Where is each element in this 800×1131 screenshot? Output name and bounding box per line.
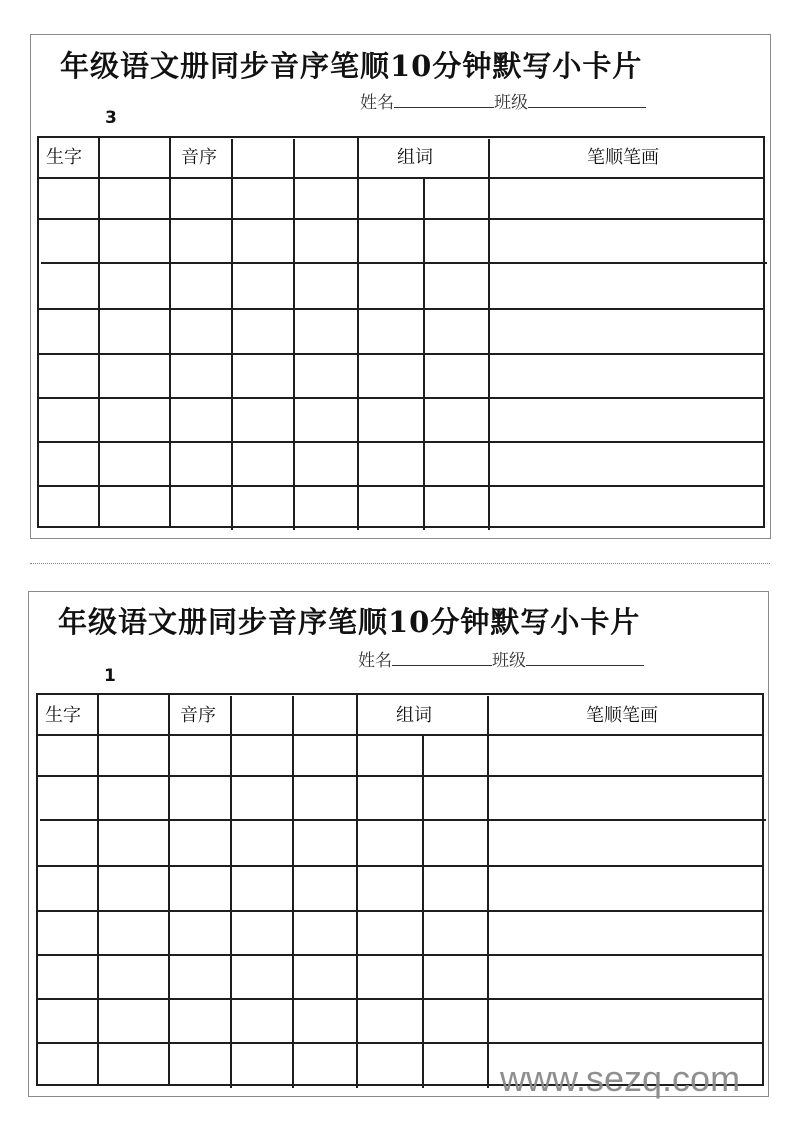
card-2-title: 年级语文册同步音序笔顺10分钟默写小卡片 — [58, 605, 641, 639]
table-line — [169, 137, 171, 528]
header-stroke-order: 笔顺笔画 — [587, 147, 659, 168]
table-line — [41, 262, 767, 264]
card-1-name-field[interactable] — [394, 91, 494, 108]
table-line — [36, 693, 38, 1086]
watermark: www.sezq.com — [500, 1058, 741, 1099]
table-line — [168, 694, 170, 1086]
card-2-name-field[interactable] — [392, 649, 492, 666]
table-line — [488, 139, 490, 530]
table-line — [487, 696, 489, 1088]
card-2-class-label: 班级 — [492, 651, 526, 671]
table-line — [292, 696, 294, 1088]
table-line — [422, 735, 424, 1088]
header-character: 生字 — [45, 705, 81, 726]
table-line — [37, 526, 765, 528]
table-line — [97, 694, 99, 1086]
card-1-class-label: 班级 — [494, 93, 528, 113]
header-stroke-order: 笔顺笔画 — [586, 705, 658, 726]
table-line — [39, 218, 765, 220]
table-line — [38, 1042, 762, 1044]
table-line — [423, 178, 425, 530]
table-line — [356, 694, 358, 1088]
table-line — [357, 137, 359, 530]
table-line — [762, 693, 764, 1086]
table-line — [39, 308, 763, 310]
header-phonetic-order: 音序 — [180, 705, 216, 726]
table-line — [231, 139, 233, 530]
table-line — [230, 696, 232, 1088]
table-line — [38, 775, 764, 777]
card-1-title: 年级语文册同步音序笔顺10分钟默写小卡片 — [60, 49, 643, 83]
table-line — [38, 954, 762, 956]
table-line — [39, 353, 763, 355]
table-line — [38, 865, 762, 867]
table-line — [38, 910, 762, 912]
table-line — [39, 397, 763, 399]
header-word-group: 组词 — [396, 705, 432, 726]
table-line — [37, 136, 765, 138]
card-2-name-label: 姓名 — [358, 651, 392, 671]
card-2-class-field[interactable] — [526, 649, 644, 666]
card-2-number: 1 — [104, 666, 116, 686]
table-line — [40, 819, 766, 821]
table-line — [39, 441, 763, 443]
card-2-name-class-row — [358, 646, 644, 671]
table-line — [39, 177, 765, 179]
table-line — [38, 734, 764, 736]
card-1-name-label: 姓名 — [360, 93, 394, 113]
table-line — [293, 139, 295, 530]
card-1-number: 3 — [105, 108, 117, 128]
table-line — [763, 136, 765, 528]
cut-line-separator — [30, 563, 770, 564]
header-character: 生字 — [46, 147, 82, 168]
header-word-group: 组词 — [397, 147, 433, 168]
header-phonetic-order: 音序 — [181, 147, 217, 168]
table-line — [37, 136, 39, 528]
table-line — [36, 693, 764, 695]
table-line — [98, 137, 100, 528]
card-1-class-field[interactable] — [528, 91, 646, 108]
table-line — [39, 485, 763, 487]
table-line — [38, 998, 762, 1000]
card-1-name-class-row — [360, 88, 646, 113]
